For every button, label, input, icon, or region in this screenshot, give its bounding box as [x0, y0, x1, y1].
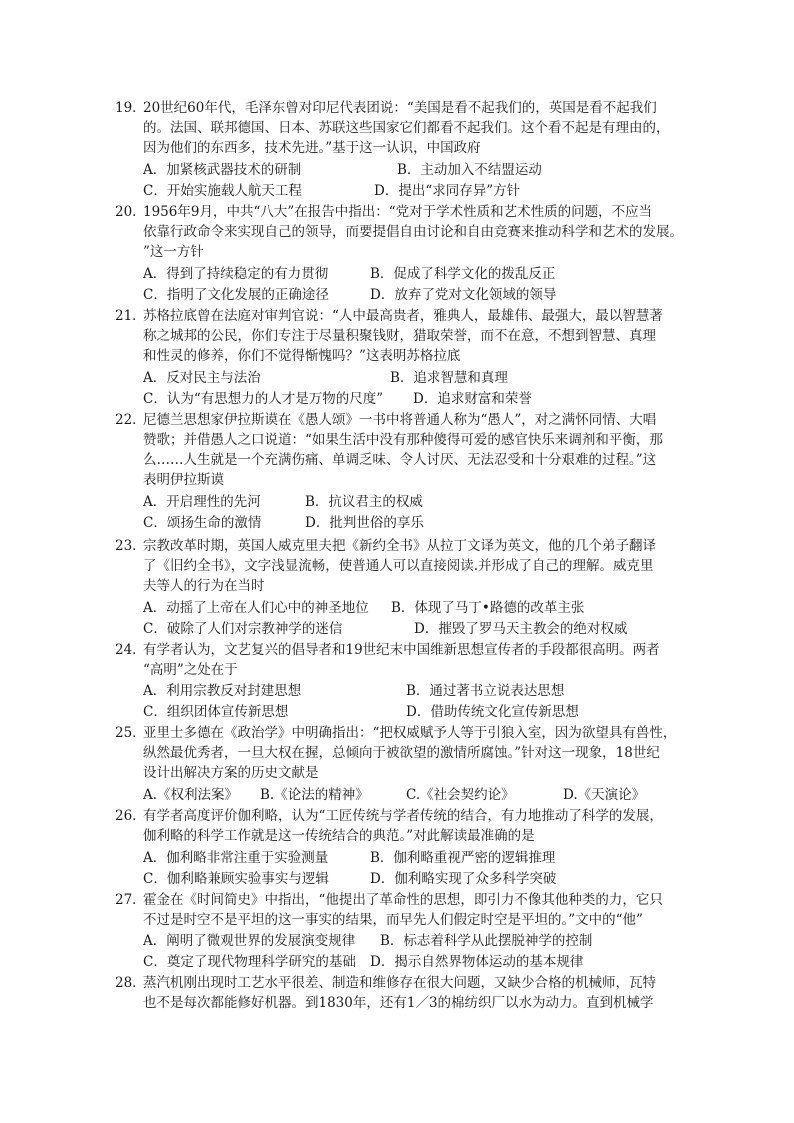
question-23-text-line-2: 了《旧约全书》，文字浅显流畅，使普通人可以直接阅读.并形成了自己的理解。威克里	[143, 558, 654, 574]
question-20-number: 20．	[115, 204, 146, 220]
question-22-option-c: C．颂扬生命的激情	[143, 515, 262, 531]
question-22-text-line-1: 尼德兰思想家伊拉斯谟在《愚人颂》一书中将普通人称为“愚人”，对之满怀同情、大唱	[143, 412, 657, 428]
question-25-option-c: C.《社会契约论》	[406, 787, 515, 803]
question-27-option-a: A．阐明了微观世界的发展演变规律	[143, 933, 356, 949]
question-23-text-line-1: 宗教改革时期，英国人威克里夫把《新约全书》从拉丁文译为英文，他的几个弟子翻译	[143, 538, 656, 554]
question-22-text-line-3: 么……人生就是一个充满伤痛、单调乏味、令人讨厌、无法忍受和十分艰难的过程。”这	[143, 452, 657, 468]
question-25-option-b: B.《论法的精神》	[260, 787, 369, 803]
question-25-text-line-1: 亚里士多德在《政治学》中明确指出：“把权威赋予人等于引狼入室，因为欲望具有兽性，	[143, 725, 677, 741]
question-25-text-line-2: 纵然最优秀者，一旦大权在握，总倾向于被欲望的激情所腐蚀。”针对这一现象，18世纪	[143, 745, 660, 761]
question-23-option-b: B．体现了马丁•路德的改革主张	[391, 600, 585, 616]
question-23-option-d: D．摧毁了罗马天主教会的绝对权威	[414, 621, 628, 637]
question-23-number: 23．	[115, 538, 146, 554]
question-25-option-a: A.《权利法案》	[143, 787, 239, 803]
question-19-option-a: A．加紧核武器技术的研制	[143, 162, 302, 178]
question-20-option-d: D．放弃了党对文化领域的领导	[370, 287, 557, 303]
question-21-option-b: B．追求智慧和真理	[390, 370, 508, 386]
question-21-option-a: A．反对民主与法治	[143, 370, 261, 386]
question-21-number: 21．	[115, 308, 146, 324]
question-27-number: 27．	[115, 892, 146, 908]
question-26-option-a: A．伽利略非常注重于实验测量	[143, 850, 329, 866]
question-20-option-b: B．促成了科学文化的拨乱反正	[370, 266, 556, 282]
question-24-text-line-2: “高明”之处在于	[143, 662, 238, 678]
question-20-option-a: A．得到了持续稳定的有力贯彻	[143, 266, 329, 282]
question-19-text-line-1: 20世纪60年代，毛泽东曾对印尼代表团说：“美国是看不起我们的，英国是看不起我们	[143, 100, 657, 116]
question-26-number: 26．	[115, 808, 146, 824]
question-22-text-line-4: 表明伊拉斯谟	[143, 472, 224, 488]
question-24-option-b: B．通过著书立说表达思想	[406, 683, 565, 699]
question-25-option-d: D.《天演论》	[563, 787, 646, 803]
question-24-option-a: A．利用宗教反对封建思想	[143, 683, 302, 699]
question-27-option-b: B．标志着科学从此摆脱神学的控制	[380, 933, 593, 949]
question-22-number: 22．	[115, 412, 146, 428]
question-27-text-line-2: 不过是时空不是平坦的这一事实的结果，而早先人们假定时空是平坦的。”文中的“他”	[143, 912, 643, 928]
question-27-option-c: C．奠定了现代物理科学研究的基础	[143, 954, 356, 970]
question-28-text-line-1: 蒸汽机刚出现时工艺水平很差、制造和维修存在很大问题，又缺少合格的机械师，瓦特	[143, 975, 656, 991]
question-27-option-d: D．揭示自然界物体运动的基本规律	[370, 954, 584, 970]
question-28-text-line-2: 也不是每次都能修好机器。到1830年，还有1／3的棉纺织厂以水为动力。直到机械学	[143, 995, 654, 1011]
question-19-text-line-3: 因为他们的东西多，技术先进。”基于这一认识，中国政府	[143, 140, 481, 156]
question-19-option-c: C．开始实施载人航天工程	[143, 183, 302, 199]
question-26-text-line-1: 有学者高度评价伽利略，认为“工匠传统与学者传统的结合，有力地推动了科学的发展，	[143, 808, 663, 824]
question-19-text-line-2: 的。法国、联邦德国、日本、苏联这些国家它们都看不起我们。这个看不起是有理由的，	[143, 120, 670, 136]
question-22-text-line-2: 赞歌；并借愚人之口说道：“如果生活中没有那种傻得可爱的感官快乐来调剂和平衡，那	[143, 432, 663, 448]
question-20-option-c: C．指明了文化发展的正确途径	[143, 287, 329, 303]
question-19-option-b: B．主动加入不结盟运动	[397, 162, 542, 178]
question-20-text-line-2: 依靠行政命令来实现自己的领导，而要提倡自由讨论和自由竞赛来推动科学和艺术的发展。	[143, 224, 683, 240]
question-22-option-d: D．批判世俗的享乐	[305, 515, 424, 531]
question-21-text-line-2: 称之城邦的公民，你们专注于尽量积聚钱财，猎取荣誉，而不在意，不想到智慧、真理	[143, 328, 656, 344]
question-24-option-d: D．借助传统文化宣传新思想	[406, 704, 579, 720]
question-21-option-d: D．追求财富和荣誉	[413, 391, 532, 407]
question-26-option-c: C．伽利略兼顾实验事实与逻辑	[143, 871, 329, 887]
question-21-text-line-1: 苏格拉底曾在法庭对审判官说：“人中最高贵者，雅典人，最雄伟、最强大，最以智慧著	[143, 308, 663, 324]
question-28-number: 28．	[115, 975, 146, 991]
question-19-option-d: D．提出“求同存异”方针	[374, 183, 521, 199]
question-26-text-line-2: 伽利略的科学工作就是这一传统结合的典范。”对此解读最准确的是	[143, 828, 535, 844]
question-23-option-c: C．破除了人们对宗教神学的迷信	[143, 621, 343, 637]
question-23-option-a: A．动摇了上帝在人们心中的神圣地位	[143, 600, 369, 616]
question-20-text-line-1: 1956年9月，中共“八大”在报告中指出：“党对于学术性质和艺术性质的问题，不应当	[143, 204, 653, 220]
question-19-number: 19．	[115, 100, 146, 116]
question-25-number: 25．	[115, 725, 146, 741]
question-23-text-line-3: 夫等人的行为在当时	[143, 578, 265, 594]
question-27-text-line-1: 霍金在《时间简史》中指出，“他提出了革命性的思想，即引力不像其他种类的力，它只	[143, 892, 663, 908]
question-20-text-line-3: ”这一方针	[143, 244, 204, 260]
question-21-text-line-3: 和性灵的修养，你们不觉得惭愧吗？”这表明苏格拉底	[143, 348, 461, 364]
question-22-option-b: B．抗议君主的权威	[305, 494, 423, 510]
question-24-text-line-1: 有学者认为，文艺复兴的倡导者和19世纪末中国维新思想宣传者的手段都很高明。两者	[143, 642, 660, 658]
question-24-option-c: C．组织团体宣传新思想	[143, 704, 289, 720]
question-26-option-d: D．伽利略实现了众多科学突破	[370, 871, 557, 887]
question-22-option-a: A．开启理性的先河	[143, 494, 261, 510]
question-21-option-c: C．认为“有思想力的人才是万物的尺度”	[143, 391, 384, 407]
question-24-number: 24．	[115, 642, 146, 658]
question-25-text-line-3: 设计出解决方案的历史文献是	[143, 765, 319, 781]
question-26-option-b: B．伽利略重视严密的逻辑推理	[370, 850, 556, 866]
